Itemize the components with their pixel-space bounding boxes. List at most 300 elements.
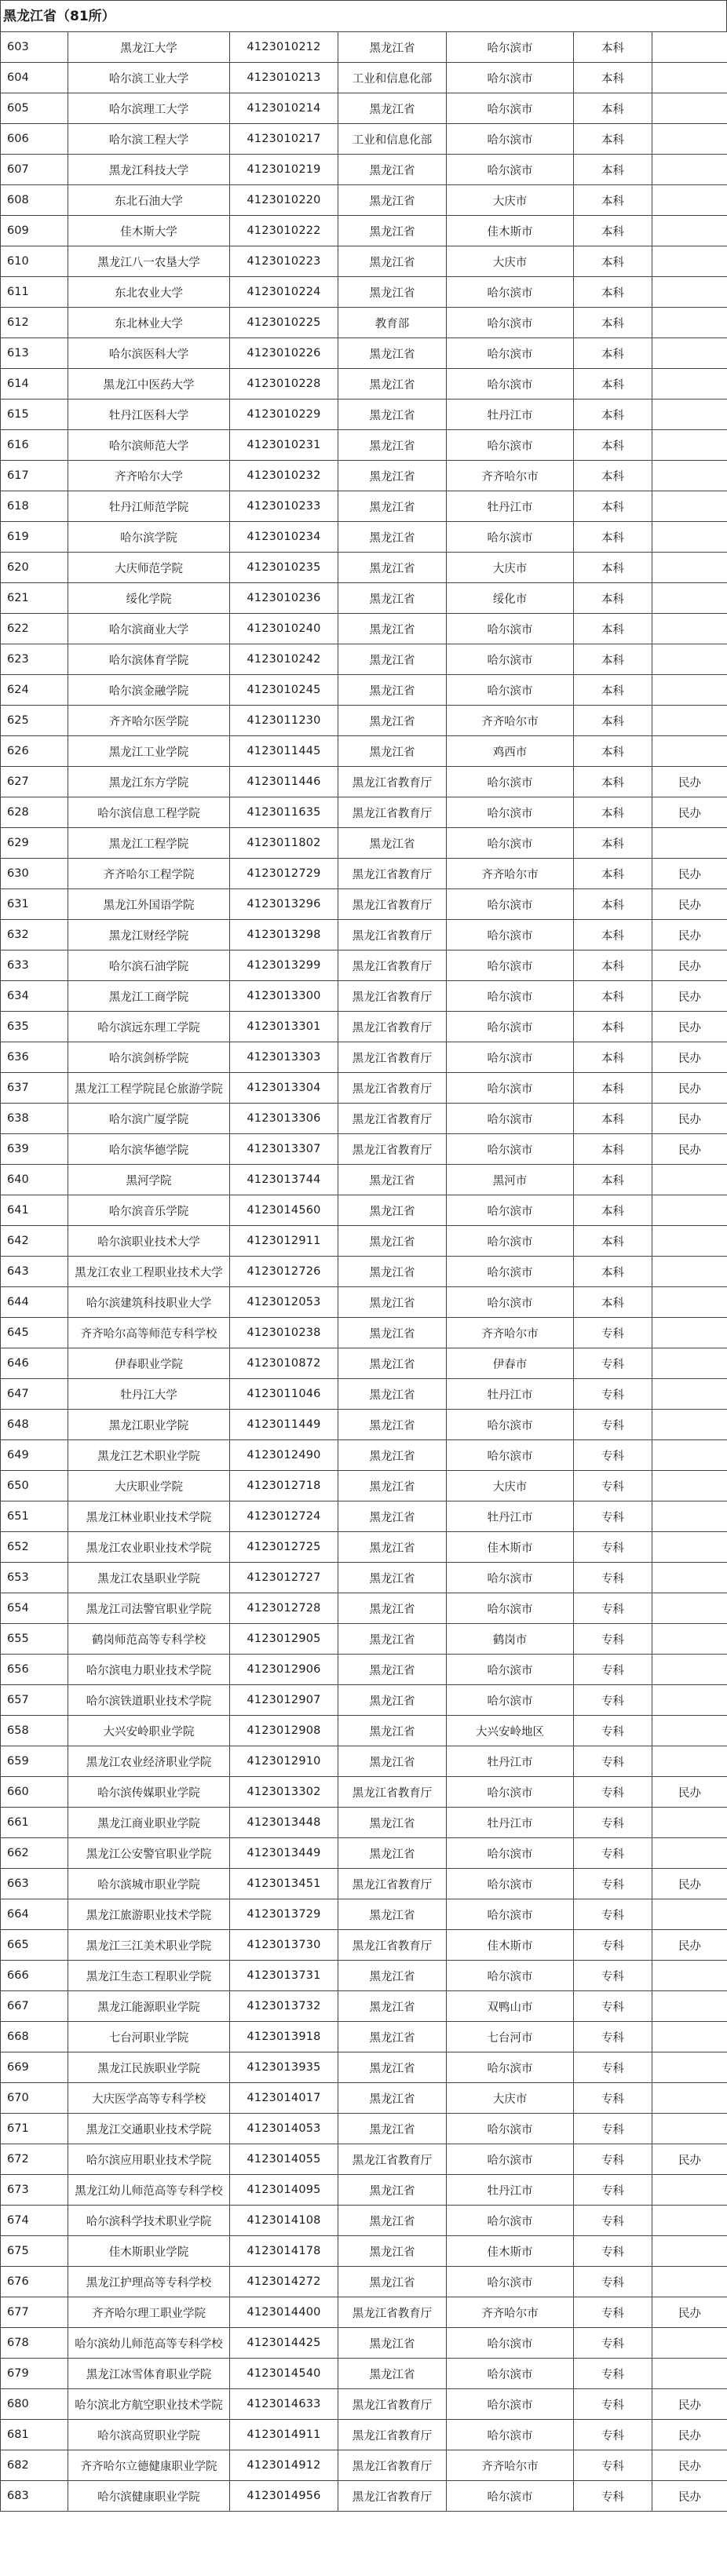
note-cell [652, 1165, 727, 1195]
level-cell: 专科 [574, 1501, 652, 1532]
level-cell: 专科 [574, 1746, 652, 1777]
department-cell: 黑龙江省 [338, 461, 447, 491]
city-cell: 哈尔滨市 [447, 1073, 574, 1104]
school-name-cell: 黑龙江旅游职业技术学院 [68, 1899, 230, 1930]
city-cell: 黑河市 [447, 1165, 574, 1195]
level-cell: 本科 [574, 1073, 652, 1104]
city-cell: 牡丹江市 [447, 400, 574, 430]
level-cell: 本科 [574, 308, 652, 338]
department-cell: 黑龙江省 [338, 369, 447, 400]
department-cell: 黑龙江省 [338, 828, 447, 859]
department-cell: 黑龙江省教育厅 [338, 859, 447, 889]
school-code-cell: 4123014017 [230, 2083, 338, 2114]
school-code-cell: 4123011446 [230, 767, 338, 797]
level-cell: 本科 [574, 216, 652, 246]
table-row [1, 1195, 727, 1226]
seq-cell: 613 [1, 338, 68, 369]
department-cell: 黑龙江省教育厅 [338, 1073, 447, 1104]
note-cell: 民办 [652, 2481, 727, 2512]
city-cell: 大兴安岭地区 [447, 1716, 574, 1746]
school-name-cell: 哈尔滨城市职业学院 [68, 1869, 230, 1899]
school-name-cell: 黑龙江民族职业学院 [68, 2052, 230, 2083]
school-code-cell: 4123013301 [230, 1012, 338, 1042]
department-cell: 黑龙江省教育厅 [338, 767, 447, 797]
city-cell: 齐齐哈尔市 [447, 706, 574, 736]
school-name-cell: 黑龙江工商学院 [68, 981, 230, 1012]
note-cell [652, 1195, 727, 1226]
school-code-cell: 4123014540 [230, 2359, 338, 2389]
table-row [1, 1318, 727, 1348]
school-name-cell: 佳木斯大学 [68, 216, 230, 246]
table-row [1, 1471, 727, 1501]
school-name-cell: 鹤岗师范高等专科学校 [68, 1624, 230, 1655]
department-cell: 黑龙江省 [338, 491, 447, 522]
seq-cell: 672 [1, 2144, 68, 2175]
department-cell: 黑龙江省教育厅 [338, 2144, 447, 2175]
department-cell: 黑龙江省 [338, 1685, 447, 1716]
school-name-cell: 哈尔滨商业大学 [68, 614, 230, 644]
level-cell: 本科 [574, 1287, 652, 1318]
table-row [1, 736, 727, 767]
city-cell: 哈尔滨市 [447, 1685, 574, 1716]
seq-cell: 621 [1, 583, 68, 614]
note-cell [652, 828, 727, 859]
level-cell: 专科 [574, 1777, 652, 1808]
table-row [1, 1685, 727, 1716]
school-code-cell: 4123010214 [230, 93, 338, 124]
city-cell: 哈尔滨市 [447, 1410, 574, 1440]
seq-cell: 645 [1, 1318, 68, 1348]
city-cell: 牡丹江市 [447, 491, 574, 522]
department-cell: 黑龙江省 [338, 2114, 447, 2144]
city-cell: 哈尔滨市 [447, 155, 574, 185]
school-code-cell: 4123014425 [230, 2328, 338, 2359]
seq-cell: 665 [1, 1930, 68, 1961]
department-cell: 黑龙江省 [338, 1838, 447, 1869]
department-cell: 黑龙江省 [338, 1899, 447, 1930]
seq-cell: 611 [1, 277, 68, 308]
city-cell: 哈尔滨市 [447, 522, 574, 553]
city-cell: 哈尔滨市 [447, 1104, 574, 1134]
level-cell: 专科 [574, 2328, 652, 2359]
department-cell: 黑龙江省 [338, 1532, 447, 1563]
table-row [1, 63, 727, 93]
department-cell: 黑龙江省 [338, 32, 447, 63]
level-cell: 专科 [574, 2359, 652, 2389]
department-cell: 黑龙江省 [338, 1808, 447, 1838]
note-cell: 民办 [652, 1134, 727, 1165]
seq-cell: 641 [1, 1195, 68, 1226]
note-cell: 民办 [652, 2297, 727, 2328]
department-cell: 黑龙江省教育厅 [338, 1777, 447, 1808]
city-cell: 齐齐哈尔市 [447, 2450, 574, 2481]
seq-cell: 654 [1, 1593, 68, 1624]
seq-cell: 626 [1, 736, 68, 767]
table-row [1, 1134, 727, 1165]
seq-cell: 609 [1, 216, 68, 246]
seq-cell: 627 [1, 767, 68, 797]
seq-cell: 647 [1, 1379, 68, 1410]
note-cell [652, 522, 727, 553]
department-cell: 黑龙江省教育厅 [338, 797, 447, 828]
note-cell [652, 63, 727, 93]
seq-cell: 683 [1, 2481, 68, 2512]
level-cell: 本科 [574, 461, 652, 491]
school-name-cell: 东北农业大学 [68, 277, 230, 308]
department-cell: 黑龙江省 [338, 2175, 447, 2206]
note-cell [652, 155, 727, 185]
city-cell: 哈尔滨市 [447, 430, 574, 461]
note-cell [652, 1991, 727, 2022]
department-cell: 黑龙江省教育厅 [338, 950, 447, 981]
department-cell: 黑龙江省教育厅 [338, 2450, 447, 2481]
seq-cell: 679 [1, 2359, 68, 2389]
note-cell [652, 2022, 727, 2052]
table-row [1, 338, 727, 369]
level-cell: 本科 [574, 400, 652, 430]
table-row [1, 2022, 727, 2052]
note-cell [652, 1379, 727, 1410]
table-row [1, 185, 727, 216]
level-cell: 专科 [574, 1930, 652, 1961]
school-name-cell: 齐齐哈尔工程学院 [68, 859, 230, 889]
level-cell: 本科 [574, 430, 652, 461]
city-cell: 牡丹江市 [447, 2175, 574, 2206]
city-cell: 哈尔滨市 [447, 1899, 574, 1930]
city-cell: 哈尔滨市 [447, 950, 574, 981]
school-code-cell: 4123013296 [230, 889, 338, 920]
school-name-cell: 牡丹江师范学院 [68, 491, 230, 522]
school-name-cell: 东北林业大学 [68, 308, 230, 338]
school-name-cell: 黑龙江农垦职业学院 [68, 1563, 230, 1593]
school-code-cell: 4123013918 [230, 2022, 338, 2052]
school-code-cell: 4123011449 [230, 1410, 338, 1440]
level-cell: 专科 [574, 2083, 652, 2114]
department-cell: 黑龙江省 [338, 675, 447, 706]
department-cell: 黑龙江省 [338, 2052, 447, 2083]
note-cell [652, 1593, 727, 1624]
school-name-cell: 哈尔滨工业大学 [68, 63, 230, 93]
school-code-cell: 4123011635 [230, 797, 338, 828]
school-name-cell: 黑龙江农业工程职业技术大学 [68, 1257, 230, 1287]
table-row [1, 430, 727, 461]
level-cell: 专科 [574, 2144, 652, 2175]
department-cell: 黑龙江省 [338, 1318, 447, 1348]
school-code-cell: 4123010236 [230, 583, 338, 614]
level-cell: 本科 [574, 1042, 652, 1073]
school-code-cell: 4123014053 [230, 2114, 338, 2144]
table-row [1, 1440, 727, 1471]
level-cell: 专科 [574, 2022, 652, 2052]
school-code-cell: 4123012908 [230, 1716, 338, 1746]
school-name-cell: 哈尔滨信息工程学院 [68, 797, 230, 828]
department-cell: 黑龙江省 [338, 2359, 447, 2389]
department-cell: 黑龙江省 [338, 706, 447, 736]
department-cell: 黑龙江省 [338, 1440, 447, 1471]
level-cell: 本科 [574, 522, 652, 553]
table-row [1, 1746, 727, 1777]
seq-cell: 671 [1, 2114, 68, 2144]
department-cell: 黑龙江省教育厅 [338, 1869, 447, 1899]
school-name-cell: 伊春职业学院 [68, 1348, 230, 1379]
school-code-cell: 4123010235 [230, 553, 338, 583]
note-cell: 民办 [652, 767, 727, 797]
school-code-cell: 4123010233 [230, 491, 338, 522]
school-name-cell: 齐齐哈尔理工职业学院 [68, 2297, 230, 2328]
city-cell: 哈尔滨市 [447, 2389, 574, 2420]
school-code-cell: 4123013304 [230, 1073, 338, 1104]
department-cell: 黑龙江省 [338, 155, 447, 185]
seq-cell: 625 [1, 706, 68, 736]
seq-cell: 635 [1, 1012, 68, 1042]
note-cell [652, 1226, 727, 1257]
seq-cell: 681 [1, 2420, 68, 2450]
seq-cell: 620 [1, 553, 68, 583]
level-cell: 专科 [574, 2420, 652, 2450]
school-name-cell: 黑龙江生态工程职业学院 [68, 1961, 230, 1991]
department-cell: 黑龙江省 [338, 1379, 447, 1410]
level-cell: 专科 [574, 1869, 652, 1899]
note-cell: 民办 [652, 2144, 727, 2175]
school-name-cell: 牡丹江大学 [68, 1379, 230, 1410]
table-row [1, 583, 727, 614]
city-cell: 哈尔滨市 [447, 1655, 574, 1685]
school-code-cell: 4123012910 [230, 1746, 338, 1777]
department-cell: 黑龙江省 [338, 1471, 447, 1501]
seq-cell: 622 [1, 614, 68, 644]
table-row [1, 2267, 727, 2297]
department-cell: 黑龙江省教育厅 [338, 889, 447, 920]
note-cell [652, 675, 727, 706]
level-cell: 本科 [574, 767, 652, 797]
level-cell: 专科 [574, 2114, 652, 2144]
seq-cell: 678 [1, 2328, 68, 2359]
level-cell: 本科 [574, 369, 652, 400]
city-cell: 牡丹江市 [447, 1501, 574, 1532]
table-row [1, 1930, 727, 1961]
school-name-cell: 黑龙江三江美术职业学院 [68, 1930, 230, 1961]
city-cell: 双鸭山市 [447, 1991, 574, 2022]
table-row [1, 859, 727, 889]
note-cell [652, 1440, 727, 1471]
school-code-cell: 4123010242 [230, 644, 338, 675]
seq-cell: 633 [1, 950, 68, 981]
table-row [1, 1379, 727, 1410]
note-cell [652, 461, 727, 491]
school-name-cell: 哈尔滨远东理工学院 [68, 1012, 230, 1042]
seq-cell: 605 [1, 93, 68, 124]
school-name-cell: 大庆职业学院 [68, 1471, 230, 1501]
school-code-cell: 4123011230 [230, 706, 338, 736]
department-cell: 黑龙江省教育厅 [338, 2481, 447, 2512]
city-cell: 哈尔滨市 [447, 1961, 574, 1991]
note-cell [652, 1838, 727, 1869]
school-code-cell: 4123010872 [230, 1348, 338, 1379]
department-cell: 黑龙江省 [338, 644, 447, 675]
seq-cell: 657 [1, 1685, 68, 1716]
city-cell: 哈尔滨市 [447, 63, 574, 93]
school-code-cell: 4123011445 [230, 736, 338, 767]
school-code-cell: 4123012718 [230, 1471, 338, 1501]
note-cell [652, 583, 727, 614]
table-row [1, 1287, 727, 1318]
seq-cell: 651 [1, 1501, 68, 1532]
table-row [1, 1869, 727, 1899]
seq-cell: 638 [1, 1104, 68, 1134]
table-row [1, 491, 727, 522]
level-cell: 本科 [574, 1012, 652, 1042]
seq-cell: 669 [1, 2052, 68, 2083]
school-name-cell: 黑龙江八一农垦大学 [68, 246, 230, 277]
department-cell: 黑龙江省 [338, 614, 447, 644]
seq-cell: 636 [1, 1042, 68, 1073]
seq-cell: 646 [1, 1348, 68, 1379]
note-cell [652, 644, 727, 675]
note-cell [652, 706, 727, 736]
school-name-cell: 黑龙江科技大学 [68, 155, 230, 185]
seq-cell: 659 [1, 1746, 68, 1777]
department-cell: 黑龙江省 [338, 1961, 447, 1991]
city-cell: 哈尔滨市 [447, 1195, 574, 1226]
school-name-cell: 黑龙江冰雪体育职业学院 [68, 2359, 230, 2389]
city-cell: 哈尔滨市 [447, 1134, 574, 1165]
city-cell: 哈尔滨市 [447, 124, 574, 155]
seq-cell: 667 [1, 1991, 68, 2022]
table-row [1, 1655, 727, 1685]
table-row [1, 246, 727, 277]
school-table [0, 31, 727, 2512]
level-cell: 专科 [574, 1624, 652, 1655]
note-cell [652, 216, 727, 246]
note-cell [652, 2359, 727, 2389]
department-cell: 黑龙江省 [338, 736, 447, 767]
school-code-cell: 4123012725 [230, 1532, 338, 1563]
city-cell: 齐齐哈尔市 [447, 2297, 574, 2328]
school-name-cell: 黑龙江幼儿师范高等专科学校 [68, 2175, 230, 2206]
seq-cell: 675 [1, 2236, 68, 2267]
school-name-cell: 黑龙江交通职业技术学院 [68, 2114, 230, 2144]
school-code-cell: 4123013307 [230, 1134, 338, 1165]
department-cell: 黑龙江省 [338, 2328, 447, 2359]
level-cell: 专科 [574, 2481, 652, 2512]
seq-cell: 643 [1, 1257, 68, 1287]
school-code-cell: 4123013744 [230, 1165, 338, 1195]
level-cell: 本科 [574, 1104, 652, 1134]
city-cell: 哈尔滨市 [447, 1287, 574, 1318]
level-cell: 专科 [574, 1991, 652, 2022]
school-code-cell: 4123013300 [230, 981, 338, 1012]
school-name-cell: 黑龙江护理高等专科学校 [68, 2267, 230, 2297]
seq-cell: 674 [1, 2206, 68, 2236]
note-cell: 民办 [652, 1104, 727, 1134]
department-cell: 黑龙江省 [338, 553, 447, 583]
table-row [1, 1042, 727, 1073]
table-row [1, 1991, 727, 2022]
table-row [1, 889, 727, 920]
level-cell: 专科 [574, 2267, 652, 2297]
school-code-cell: 4123014560 [230, 1195, 338, 1226]
level-cell: 专科 [574, 2389, 652, 2420]
school-code-cell: 4123010224 [230, 277, 338, 308]
table-row [1, 706, 727, 736]
seq-cell: 670 [1, 2083, 68, 2114]
note-cell: 民办 [652, 981, 727, 1012]
school-name-cell: 哈尔滨电力职业技术学院 [68, 1655, 230, 1685]
school-code-cell: 4123011802 [230, 828, 338, 859]
school-name-cell: 黑龙江能源职业学院 [68, 1991, 230, 2022]
department-cell: 黑龙江省 [338, 1195, 447, 1226]
school-name-cell: 黑龙江林业职业技术学院 [68, 1501, 230, 1532]
seq-cell: 644 [1, 1287, 68, 1318]
table-row [1, 828, 727, 859]
seq-cell: 603 [1, 32, 68, 63]
school-code-cell: 4123014633 [230, 2389, 338, 2420]
school-code-cell: 4123014108 [230, 2206, 338, 2236]
school-code-cell: 4123014272 [230, 2267, 338, 2297]
level-cell: 本科 [574, 797, 652, 828]
table-row [1, 553, 727, 583]
city-cell: 哈尔滨市 [447, 32, 574, 63]
level-cell: 专科 [574, 1655, 652, 1685]
seq-cell: 604 [1, 63, 68, 93]
school-code-cell: 4123014912 [230, 2450, 338, 2481]
department-cell: 黑龙江省教育厅 [338, 2389, 447, 2420]
school-name-cell: 哈尔滨建筑科技职业大学 [68, 1287, 230, 1318]
school-code-cell: 4123013298 [230, 920, 338, 950]
table-row [1, 1012, 727, 1042]
table-row [1, 2175, 727, 2206]
seq-cell: 650 [1, 1471, 68, 1501]
level-cell: 专科 [574, 1593, 652, 1624]
level-cell: 本科 [574, 950, 652, 981]
school-name-cell: 七台河职业学院 [68, 2022, 230, 2052]
school-name-cell: 哈尔滨铁道职业技术学院 [68, 1685, 230, 1716]
table-row [1, 1593, 727, 1624]
table-row [1, 2144, 727, 2175]
table-row [1, 522, 727, 553]
school-name-cell: 哈尔滨幼儿师范高等专科学校 [68, 2328, 230, 2359]
table-row [1, 2359, 727, 2389]
level-cell: 本科 [574, 614, 652, 644]
level-cell: 本科 [574, 828, 652, 859]
level-cell: 本科 [574, 185, 652, 216]
school-name-cell: 哈尔滨华德学院 [68, 1134, 230, 1165]
department-cell: 黑龙江省 [338, 583, 447, 614]
seq-cell: 653 [1, 1563, 68, 1593]
seq-cell: 649 [1, 1440, 68, 1471]
city-cell: 大庆市 [447, 553, 574, 583]
note-cell: 民办 [652, 1869, 727, 1899]
table-row [1, 2206, 727, 2236]
note-cell [652, 400, 727, 430]
school-name-cell: 齐齐哈尔大学 [68, 461, 230, 491]
school-code-cell: 4123010222 [230, 216, 338, 246]
level-cell: 本科 [574, 889, 652, 920]
school-name-cell: 齐齐哈尔医学院 [68, 706, 230, 736]
school-code-cell: 4123013299 [230, 950, 338, 981]
school-name-cell: 哈尔滨体育学院 [68, 644, 230, 675]
table-row [1, 1961, 727, 1991]
school-code-cell: 4123010212 [230, 32, 338, 63]
table-row [1, 1348, 727, 1379]
table-row [1, 2450, 727, 2481]
seq-cell: 617 [1, 461, 68, 491]
school-name-cell: 哈尔滨高贸职业学院 [68, 2420, 230, 2450]
school-name-cell: 哈尔滨石油学院 [68, 950, 230, 981]
school-name-cell: 哈尔滨理工大学 [68, 93, 230, 124]
school-code-cell: 4123010228 [230, 369, 338, 400]
level-cell: 本科 [574, 1165, 652, 1195]
